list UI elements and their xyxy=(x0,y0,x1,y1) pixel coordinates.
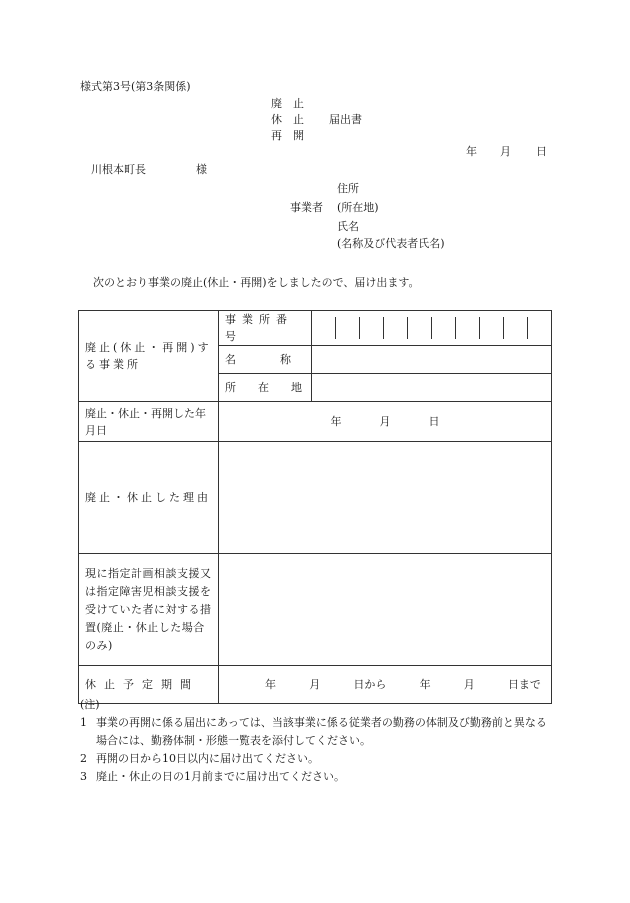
reason-field[interactable] xyxy=(219,442,552,554)
business-location-label: 所 在 地 xyxy=(219,374,312,402)
address-sub-label: (所在地) xyxy=(337,201,379,214)
change-date-year: 年 xyxy=(330,415,342,428)
business-name-field[interactable] xyxy=(312,346,552,374)
change-date-label: 廃止・休止・再開した年月日 xyxy=(79,402,219,442)
honorific: 様 xyxy=(196,163,207,176)
note-number: 2 xyxy=(80,752,87,765)
intro-text: 次のとおり事業の廃止(休止・再開)をしましたので、届け出ます。 xyxy=(93,276,420,289)
office-number-field[interactable] xyxy=(312,311,552,346)
notes-section xyxy=(80,696,550,786)
form-title: 様式第3号(第3条関係) xyxy=(80,80,191,93)
measures-field[interactable] xyxy=(219,554,552,666)
period-year-from: 年 xyxy=(265,678,276,691)
period-year-to: 年 xyxy=(419,678,431,691)
digit-box[interactable] xyxy=(312,317,336,339)
note-item xyxy=(80,750,550,768)
digit-box[interactable] xyxy=(503,317,527,339)
period-month-to: 月 xyxy=(463,678,475,691)
date-month-label: 月 xyxy=(500,145,511,158)
date-year-label: 年 xyxy=(466,145,477,158)
note-item xyxy=(80,714,550,750)
title-option-resume: 再 開 xyxy=(271,129,304,142)
digit-box[interactable] xyxy=(336,317,360,339)
business-operator-label: 事業者 xyxy=(290,201,323,214)
digit-box[interactable] xyxy=(384,317,408,339)
digit-box[interactable] xyxy=(408,317,432,339)
measures-label: 現に指定計画相談支援又は指定障害児相談支援を受けていた者に対する措置(廃止・休止した場合のみ) xyxy=(79,554,219,666)
note-text: 事業の再開に係る届出にあっては、当該事業に係る従業者の勤務の体制及び勤務前と異なる場合には、勤務体制・形態一覧表を添付してください。 xyxy=(96,716,547,747)
name-sub-label: (名称及び代表者氏名) xyxy=(337,237,445,250)
period-day-to: 日まで xyxy=(507,678,541,691)
period-month-from: 月 xyxy=(309,678,321,691)
change-date-field[interactable] xyxy=(219,402,552,442)
title-option-suspend: 休 止 xyxy=(271,113,304,126)
title-option-abolish: 廃 止 xyxy=(271,97,304,110)
reason-label: 廃止・休止した理由 xyxy=(79,442,219,554)
address-label: 住所 xyxy=(337,182,359,195)
notes-heading: (注) xyxy=(80,698,100,711)
digit-box[interactable] xyxy=(527,317,551,339)
period-day-from: 日から xyxy=(353,678,387,691)
suspension-period-label: 休止予定期間 xyxy=(79,666,219,704)
note-text: 再開の日から10日以内に届け出てください。 xyxy=(96,752,319,765)
change-date-month: 月 xyxy=(379,415,391,428)
digit-box[interactable] xyxy=(360,317,384,339)
digit-box[interactable] xyxy=(455,317,479,339)
date-day-label: 日 xyxy=(536,145,547,158)
office-number-label: 事業所番号 xyxy=(219,311,312,346)
addressee: 川根本町長 xyxy=(91,163,146,176)
business-location-field[interactable] xyxy=(312,374,552,402)
title-suffix: 届出書 xyxy=(329,113,362,126)
name-label: 氏名 xyxy=(337,220,359,233)
notification-table xyxy=(78,310,552,704)
business-name-label: 名 称 xyxy=(219,346,312,374)
digit-box[interactable] xyxy=(431,317,455,339)
note-number: 3 xyxy=(80,770,87,783)
digit-box[interactable] xyxy=(479,317,503,339)
change-date-day: 日 xyxy=(428,415,440,428)
business-label-cell: 廃止(休止・再開)する事業所 xyxy=(79,311,219,402)
office-number-digit-boxes xyxy=(312,317,551,339)
note-number: 1 xyxy=(80,716,87,729)
note-item xyxy=(80,768,550,786)
note-text: 廃止・休止の日の1月前までに届け出てください。 xyxy=(96,770,345,783)
